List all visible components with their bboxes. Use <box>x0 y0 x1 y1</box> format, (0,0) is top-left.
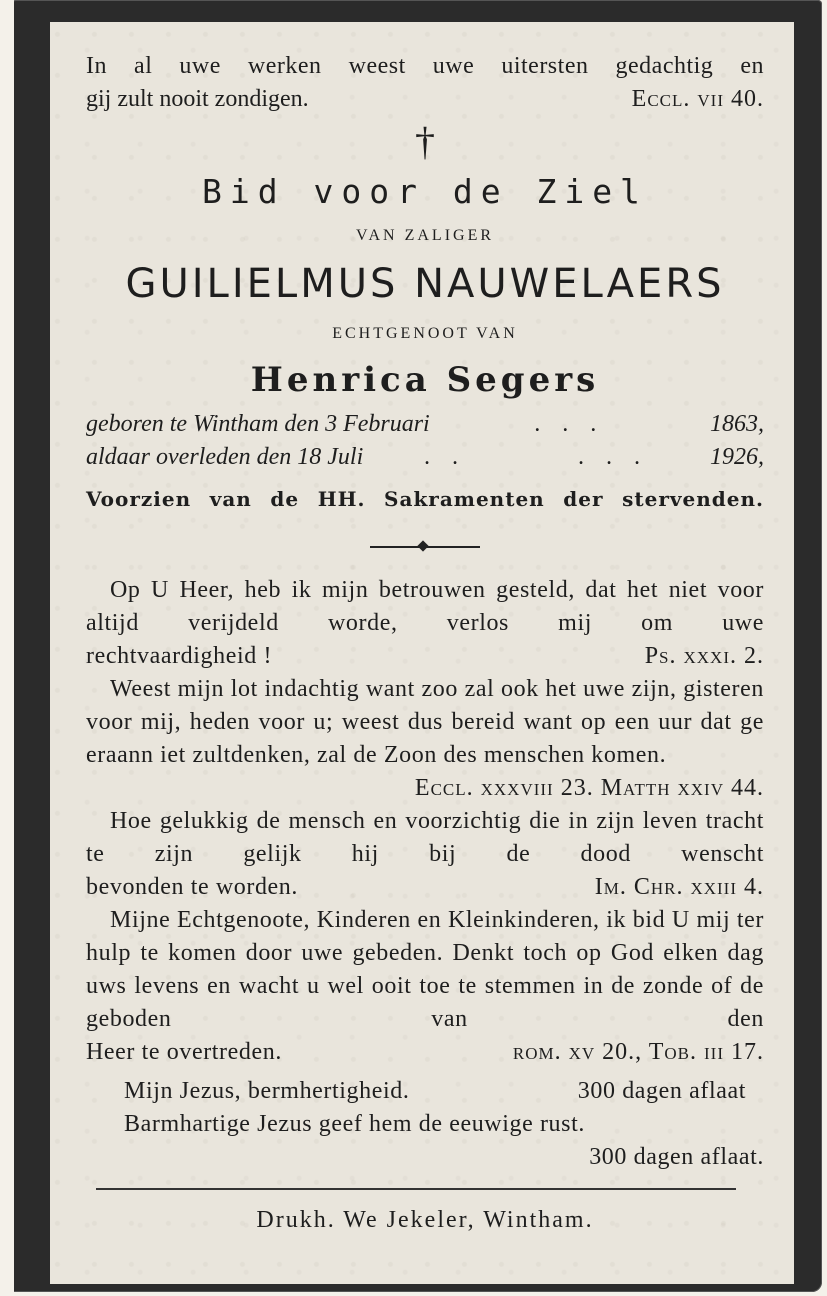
verse-2-reference: Eccl. xxxviii 23. Matth xxiv 44. <box>414 775 764 801</box>
verse-3: Hoe gelukkig de mensch en voorzichtig die in zijn leven tracht te zijn gelijk hij bij de dood wenscht <box>86 808 764 867</box>
spouse-name: Henrica Segers <box>250 360 600 400</box>
sacraments-line: Voorzien van de HH. Sakramenten der stervenden. <box>86 487 764 511</box>
death-year: 1926, <box>709 444 764 470</box>
verse-3-reference: Im. Chr. xxiii 4. <box>594 874 764 900</box>
death-text: aldaar overleden den 18 Juli <box>86 444 364 470</box>
card-content <box>86 50 764 1237</box>
death-row <box>86 441 764 474</box>
prayer-1 <box>86 1075 764 1108</box>
birth-year: 1863, <box>709 411 764 437</box>
epigraph-line-2 <box>86 83 764 116</box>
subheading-echtgenoot: ECHTGENOOT VAN <box>332 325 518 342</box>
printer-credit: Drukh. We Jekeler, Wintham. <box>256 1207 594 1233</box>
ornamental-divider <box>370 546 480 548</box>
life-dates <box>86 408 764 474</box>
subheading-van-zaliger: VAN ZALIGER <box>355 227 495 244</box>
death-dots: . . . . . <box>424 444 649 470</box>
deceased-name: GUILIELMUS NAUWELAERS <box>125 261 725 307</box>
cross-icon: † <box>415 119 435 164</box>
verse-4: Mijne Echtgenoote, Kinderen en Kleinkinderen, ik bid U mij ter hulp te komen door uwe gebeden. Denkt toch op God elken dag uws levens en wacht u wel ooit toe te stemmen in de zonde of de geboden van den <box>86 907 764 1032</box>
verse-4-last: Heer te overtreden. <box>86 1039 282 1065</box>
verse-1: Op U Heer, heb ik mijn betrouwen gesteld, dat het niet voor altijd verijdeld worde, verlos mij om uwe <box>86 577 764 636</box>
verse-4-end <box>86 1036 764 1069</box>
verse-3-last: bevonden te worden. <box>86 874 299 900</box>
verse-3-end <box>86 871 764 904</box>
diamond-icon <box>417 540 428 551</box>
prayer-1-text: Mijn Jezus, bermhertigheid. <box>124 1078 410 1104</box>
footer-rule <box>96 1188 736 1190</box>
verses <box>86 574 764 1174</box>
birth-row <box>86 408 764 441</box>
verse-2: Weest mijn lot indachtig want zoo zal ook het uwe zijn, gisteren voor mij, heden voor u; weest dus bereid want op een uur dat ge eraann iet zultdenken, zal de Zoon des menschen komen. <box>86 676 764 768</box>
birth-text: geboren te Wintham den 3 Februari <box>86 411 430 437</box>
prayer-2-text: Barmhartige Jezus geef hem de eeuwige rust. <box>124 1111 585 1137</box>
birth-dots: . . . <box>534 411 605 437</box>
epigraph-line-1: In al uwe werken weest uwe uitersten gedachtig en <box>86 53 764 79</box>
prayer-2-indulgence: 300 dagen aflaat. <box>589 1144 764 1170</box>
verse-1-end <box>86 640 764 673</box>
card-frame-shadow <box>10 0 822 1292</box>
verse-1-reference: Ps. xxxi. 2. <box>644 643 764 669</box>
epigraph-text: gij zult nooit zondigen. <box>86 86 309 112</box>
epigraph-reference: Eccl. vii 40. <box>631 86 764 112</box>
verse-4-reference: rom. xv 20., Tob. iii 17. <box>512 1039 764 1065</box>
verse-1-last: rechtvaardigheid ! <box>86 643 273 669</box>
heading-bid: Bid voor de Ziel <box>202 172 648 211</box>
card-paper <box>50 22 794 1284</box>
prayer-1-indulgence: 300 dagen aflaat <box>577 1078 746 1104</box>
